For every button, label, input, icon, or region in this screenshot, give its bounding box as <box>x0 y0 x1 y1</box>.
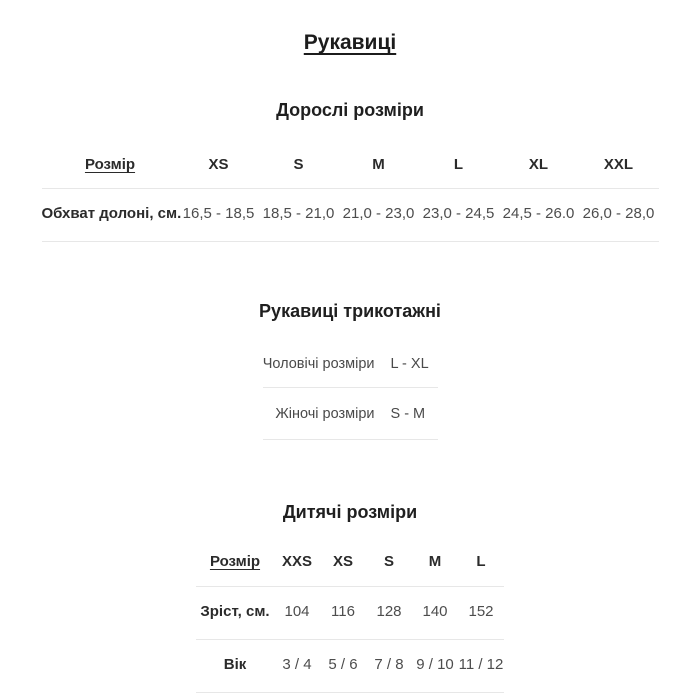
adult-sizes-heading: Дорослі розміри <box>276 100 424 120</box>
knit-row-men <box>263 340 438 388</box>
kids-size-column-header-m: M <box>412 547 458 587</box>
knit-gloves-heading: Рукавиці трикотажні <box>259 301 441 321</box>
height-cell-s: 128 <box>366 587 412 640</box>
kids-table-header-row <box>196 547 504 587</box>
size-column-header-xl: XL <box>499 150 579 189</box>
kids-size-column-header-l: L <box>458 547 504 587</box>
size-range-cell-xl: 24,5 - 26.0 <box>499 189 579 242</box>
size-column-header-xxl: XXL <box>579 150 659 189</box>
knit-row-women <box>263 388 438 440</box>
age-cell-s: 7 / 8 <box>366 640 412 693</box>
age-cell-xxs: 3 / 4 <box>274 640 320 693</box>
adult-table-header-row <box>42 150 659 189</box>
knit-men-value: L - XL <box>390 355 429 372</box>
height-row <box>196 587 504 640</box>
kids-size-column-header-xxs: XXS <box>274 547 320 587</box>
knit-sizes-block <box>263 340 438 440</box>
size-range-cell-m: 21,0 - 23,0 <box>339 189 419 242</box>
knit-women-value: S - M <box>390 405 426 422</box>
kids-sizes-heading: Дитячі розміри <box>282 502 418 522</box>
height-row-label: Зріст, см. <box>196 587 274 640</box>
size-range-cell-l: 23,0 - 24,5 <box>419 189 499 242</box>
age-cell-xs: 5 / 6 <box>320 640 366 693</box>
age-row <box>196 640 504 693</box>
size-range-cell-s: 18,5 - 21,0 <box>259 189 339 242</box>
size-range-cell-xxl: 26,0 - 28,0 <box>579 189 659 242</box>
page-title: Рукавиці <box>303 31 397 54</box>
kids-size-column-header-s: S <box>366 547 412 587</box>
size-column-header-m: M <box>339 150 419 189</box>
age-cell-l: 11 / 12 <box>458 640 504 693</box>
height-cell-xxs: 104 <box>274 587 320 640</box>
knit-women-label: Жіночі розміри <box>275 405 375 422</box>
size-column-header-xs: XS <box>179 150 259 189</box>
height-cell-m: 140 <box>412 587 458 640</box>
kids-size-header-label: Розмір <box>196 547 274 587</box>
palm-girth-row <box>42 189 659 242</box>
kids-size-column-header-xs: XS <box>320 547 366 587</box>
palm-girth-label: Обхват долоні, см. <box>42 189 179 242</box>
size-column-header-l: L <box>419 150 499 189</box>
size-column-header-s: S <box>259 150 339 189</box>
height-cell-xs: 116 <box>320 587 366 640</box>
knit-men-label: Чоловічі розміри <box>262 355 375 372</box>
adult-size-table <box>42 150 659 242</box>
size-header-label: Розмір <box>42 150 179 189</box>
age-row-label: Вік <box>196 640 274 693</box>
age-cell-m: 9 / 10 <box>412 640 458 693</box>
kids-size-table <box>196 547 504 693</box>
size-range-cell-xs: 16,5 - 18,5 <box>179 189 259 242</box>
height-cell-l: 152 <box>458 587 504 640</box>
